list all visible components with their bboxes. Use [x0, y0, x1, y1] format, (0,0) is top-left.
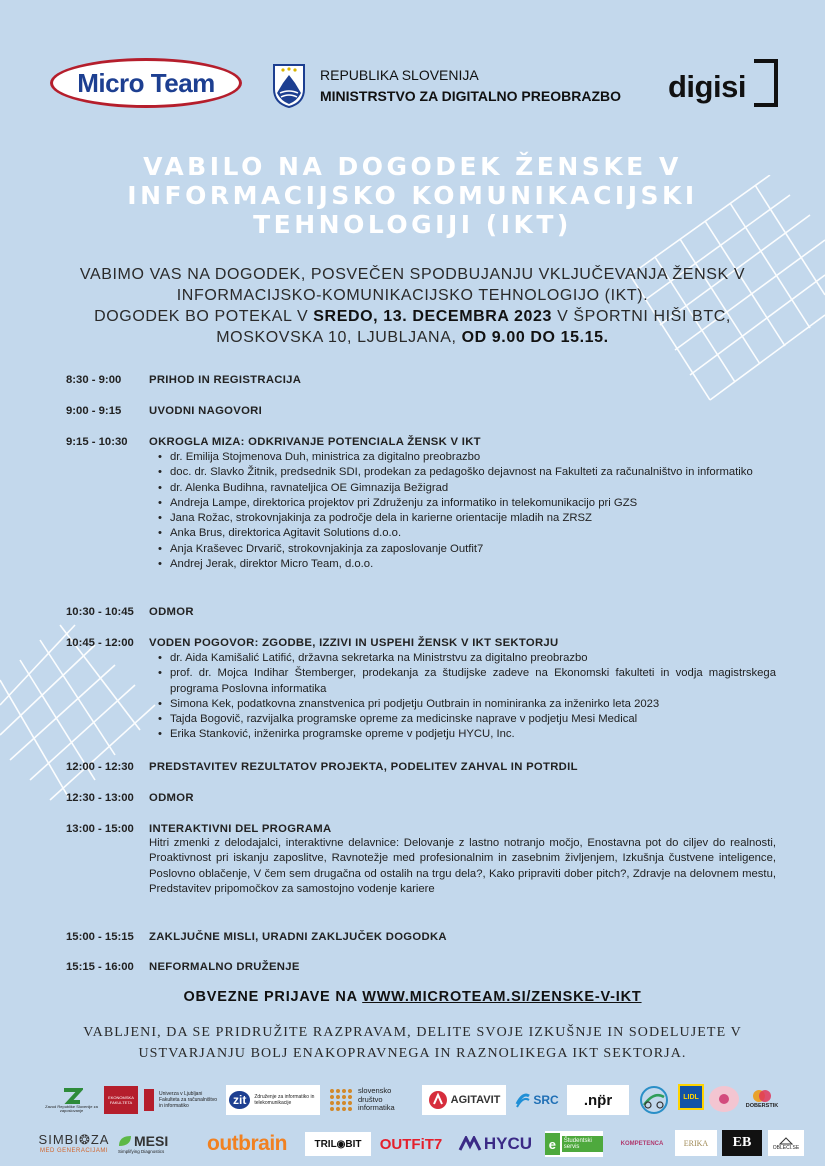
studentski-servis-logo-text: Študentski servis [562, 1136, 603, 1152]
agitavit-logo-text: AGITAVIT [450, 1094, 501, 1106]
digisi-logo-text: digisi [668, 69, 746, 104]
lidl-logo-text: LIDL [683, 1093, 699, 1101]
trilobit-logo-text: TRIL◉BIT [314, 1138, 362, 1150]
agitavit-mark-icon [428, 1090, 448, 1110]
fri-logo [142, 1084, 220, 1116]
event-time: OD 9.00 DO 15.15. [461, 329, 609, 346]
agenda-time: 15:00 - 15:15 [66, 931, 134, 943]
intro-line2 [60, 306, 765, 348]
gov-line2: MINISTRSTVO ZA DIGITALNO PREOBRAZBO [320, 88, 621, 104]
gov-line1: REPUBLIKA SLOVENIJA [320, 67, 479, 83]
oblecise-logo-text: OBLECI.SE [772, 1144, 800, 1151]
agenda-title: ODMOR [149, 792, 194, 804]
agenda-title: ODMOR [149, 606, 194, 618]
agenda-time: 8:30 - 9:00 [66, 374, 122, 386]
npr-logo-text: .np̈r [583, 1091, 613, 1109]
registration-line [0, 989, 825, 1005]
outbrain-logo [193, 1130, 301, 1158]
simbioza-logo-text: SIMBI❂ZA [38, 1132, 110, 1147]
list-item: • Simona Kek, podatkovna znanstvenica pri podjetju Outbrain in nominiranka za inženirko leta 2023 [154, 697, 776, 712]
list-item: • dr. Emilija Stojmenova Duh, ministrica za digitalno preobrazbo [154, 450, 776, 465]
workshop-description: Hitri zmenki z delodajalci, interaktivne delavnice: Delovanje z lastno notranjo močjo, Enostavna pot do ciljev do realnosti, Proaktivnost pri iskanju zaposlitve, Ravnotežje med profesionalnim in zasebnim življenjem, Izkušnja čustvene inteligence, Poslovno oblačenje, V čem sem drugačna od ostalih na trgu dela?, Kako pripraviti dober pitch?, Zdravje na delovnem mestu, Predstavitev pripomočkov za samostojno vodenje kariere [149, 837, 776, 896]
cycle-logo [634, 1084, 674, 1116]
src-mark-icon [515, 1092, 531, 1108]
outfit7-logo-text: OUTFiT7 [379, 1135, 443, 1153]
registration-link[interactable]: WWW.MICROTEAM.SI/ZENSKE-V-IKT [362, 989, 642, 1005]
intro-text-a: DOGODEK BO POTEKAL V [94, 308, 314, 325]
npr-logo [567, 1085, 629, 1115]
list-item: • Anja Kraševec Drvarič, strokovnjakinja za zaposlovanje Outfit7 [154, 542, 776, 557]
list-item: • Andrej Jerak, direktor Micro Team, d.o.o. [154, 557, 776, 572]
agenda-item [66, 931, 776, 943]
flower-icon [716, 1092, 732, 1106]
ef-logo-text: EKONOMSKA FAKULTETA [108, 1095, 134, 1105]
hanger-icon [779, 1136, 793, 1145]
studentski-servis-logo [545, 1131, 603, 1157]
agenda-title: VODEN POGOVOR: ZGODBE, IZZIVI IN USPEHI ŽENSK V IKT SEKTORJU [149, 637, 559, 649]
sdi-logo-text: slovensko društvo informatika [358, 1086, 395, 1113]
agenda-time: 9:00 - 9:15 [66, 405, 122, 417]
zit-logo-mark: zit [229, 1091, 250, 1109]
doberstik-logo-text: DOBERSTIK [745, 1103, 779, 1109]
zrss-logo [44, 1082, 99, 1118]
agenda-item [66, 961, 776, 973]
agenda-time: 12:00 - 12:30 [66, 761, 134, 773]
mesi-logo-sub: Simplifying Diagnostics [118, 1148, 165, 1154]
eb-logo-text: EB [732, 1135, 752, 1150]
eb-logo [722, 1130, 762, 1156]
hycu-logo [450, 1132, 540, 1156]
list-item: • doc. dr. Slavko Žitnik, predsednik SDI, prodekan za pedagoško dejavnost na Fakulteti za računalništvo in informatiko [154, 465, 776, 480]
intro-text-c: V ŠPORTNI HIŠI BTC, MOSKOVSKA 10, LJUBLJANA, [216, 308, 731, 346]
zit-logo-text: Združenje za informatiko in telekomunikacije [254, 1094, 315, 1106]
agenda-item [66, 761, 776, 773]
mesi-logo-text: MESI [134, 1132, 169, 1149]
closing-text: VABLJENI, DA SE PRIDRUŽITE RAZPRAVAM, DELITE SVOJE IZKUŠNJE IN SODELUJETE V USTVARJANJU BOLJ ENAKOPRAVNEGA IN RAZNOLIKEGA IKT SEKTORJA. [83, 1025, 742, 1061]
studentski-servis-mark-icon: e [545, 1133, 560, 1155]
agenda-item [66, 637, 776, 743]
trilobit-logo [305, 1132, 371, 1156]
fri-logo-text: Univerza v Ljubljani Fakulteta za računalništvo in informatiko [159, 1091, 218, 1109]
micro-team-logo [50, 58, 242, 108]
sdi-logo [328, 1085, 416, 1115]
hycu-logo-text: HYCU [483, 1134, 533, 1153]
agenda-item [66, 436, 776, 572]
zit-logo [226, 1085, 320, 1115]
speaker-list [154, 450, 776, 572]
agenda-title: PREDSTAVITEV REZULTATOV PROJEKTA, PODELITEV ZAHVAL IN POTRDIL [149, 761, 578, 773]
doberstik-bubbles-icon [752, 1089, 772, 1103]
list-item: • dr. Alenka Budihna, ravnateljica OE Gimnazija Bežigrad [154, 481, 776, 496]
agenda-time: 12:30 - 13:00 [66, 792, 134, 804]
agenda-item [66, 374, 776, 386]
sdi-dots-icon [328, 1087, 354, 1113]
registration-label: OBVEZNE PRIJAVE NA [183, 989, 363, 1005]
list-item: • Anka Brus, direktorica Agitavit Solutions d.o.o. [154, 526, 776, 541]
simbioza-logo [34, 1128, 114, 1158]
slovenia-coat-of-arms-icon [272, 63, 306, 109]
pink-logo [709, 1086, 739, 1112]
agenda-time: 15:15 - 16:00 [66, 961, 134, 973]
mesi-leaf-icon [118, 1135, 132, 1147]
list-item: • dr. Aida Kamišalić Latifić, državna sekretarka na Ministrstvu za digitalno preobrazbo [154, 651, 776, 666]
list-item: • Jana Rožac, strokovnjakinja za področje dela in karierne orientacije mladih na ZRSZ [154, 511, 776, 526]
ef-logo [104, 1086, 138, 1114]
intro-text [60, 264, 765, 348]
agenda-title: ZAKLJUČNE MISLI, URADNI ZAKLJUČEK DOGODKA [149, 931, 447, 943]
agenda-title: NEFORMALNO DRUŽENJE [149, 961, 300, 973]
digisi-logo [668, 59, 778, 111]
agenda-time: 10:45 - 12:00 [66, 637, 134, 649]
list-item: • Erika Stanković, inženirka programske opreme v podjetju HYCU, Inc. [154, 727, 776, 742]
list-item: • prof. dr. Mojca Indihar Štemberger, prodekanja za študijske zadeve na Ekonomski fakulteti in vodja magistrskega programa Poslovna informatika [154, 666, 776, 697]
erika-logo [675, 1130, 717, 1156]
agenda-item [66, 823, 776, 898]
lidl-logo [678, 1084, 704, 1110]
src-logo-text: SRC [533, 1093, 559, 1107]
outbrain-logo-text: outbrain [207, 1132, 287, 1155]
university-crest-icon [142, 1087, 156, 1113]
speaker-list [154, 651, 776, 743]
kompetenca-logo-text: KOMPETENCA [620, 1141, 664, 1147]
erika-logo-text: ERIKA [683, 1138, 709, 1148]
agenda-item [66, 405, 776, 417]
agenda-title: UVODNI NAGOVORI [149, 405, 263, 417]
kompetenca-logo [613, 1130, 671, 1158]
simbioza-logo-sub: MED GENERACIJAMI [39, 1148, 108, 1154]
sponsor-logos-row-1 [0, 1082, 825, 1118]
outfit7-logo [376, 1132, 446, 1156]
agitavit-logo [422, 1085, 506, 1115]
zrss-mark-icon [61, 1087, 83, 1105]
cyclist-icon [636, 1085, 672, 1115]
hycu-mark-icon [458, 1136, 482, 1152]
agenda-item [66, 792, 776, 804]
doberstik-logo [745, 1084, 779, 1114]
list-item: • Andreja Lampe, direktorica projektov pri Združenju za informatiko in telekomunikacijo pri GZS [154, 496, 776, 511]
intro-line1: VABIMO VAS NA DOGODEK, POSVEČEN SPODBUJANJU VKLJUČEVANJA ŽENSK V INFORMACIJSKO-KOMUNIKACIJSKO TEHNOLOGIJO (IKT). [79, 266, 746, 304]
header [0, 55, 825, 115]
agenda-time: 10:30 - 10:45 [66, 606, 134, 618]
sponsor-logos-row-2 [0, 1128, 825, 1160]
page-title: VABILO NA DOGODEK ŽENSKE V INFORMACIJSKO KOMUNIKACIJSKI TEHNOLOGIJI (IKT) [127, 152, 698, 239]
mesi-logo [118, 1128, 186, 1158]
agenda-time: 9:15 - 10:30 [66, 436, 128, 448]
src-logo [512, 1086, 562, 1114]
agenda-title: OKROGLA MIZA: ODKRIVANJE POTENCIALA ŽENSK V IKT [149, 436, 481, 448]
event-date: SREDO, 13. DECEMBRA 2023 [313, 308, 553, 325]
list-item: • Tajda Bogovič, razvijalka programske opreme za medicinske naprave v podjetju Mesi Medical [154, 712, 776, 727]
zrss-logo-text: Zavod Republike Slovenije za zaposlovanje [45, 1104, 98, 1113]
agenda-item [66, 606, 776, 618]
oblecise-logo [768, 1130, 804, 1156]
digisi-bracket-icon [754, 59, 778, 107]
agenda-title: PRIHOD IN REGISTRACIJA [149, 374, 302, 386]
micro-team-logo-text: Micro Team [77, 67, 215, 98]
ministry-logo [272, 63, 621, 109]
agenda-title: INTERAKTIVNI DEL PROGRAMA [149, 823, 332, 835]
agenda-time: 13:00 - 15:00 [66, 823, 134, 835]
